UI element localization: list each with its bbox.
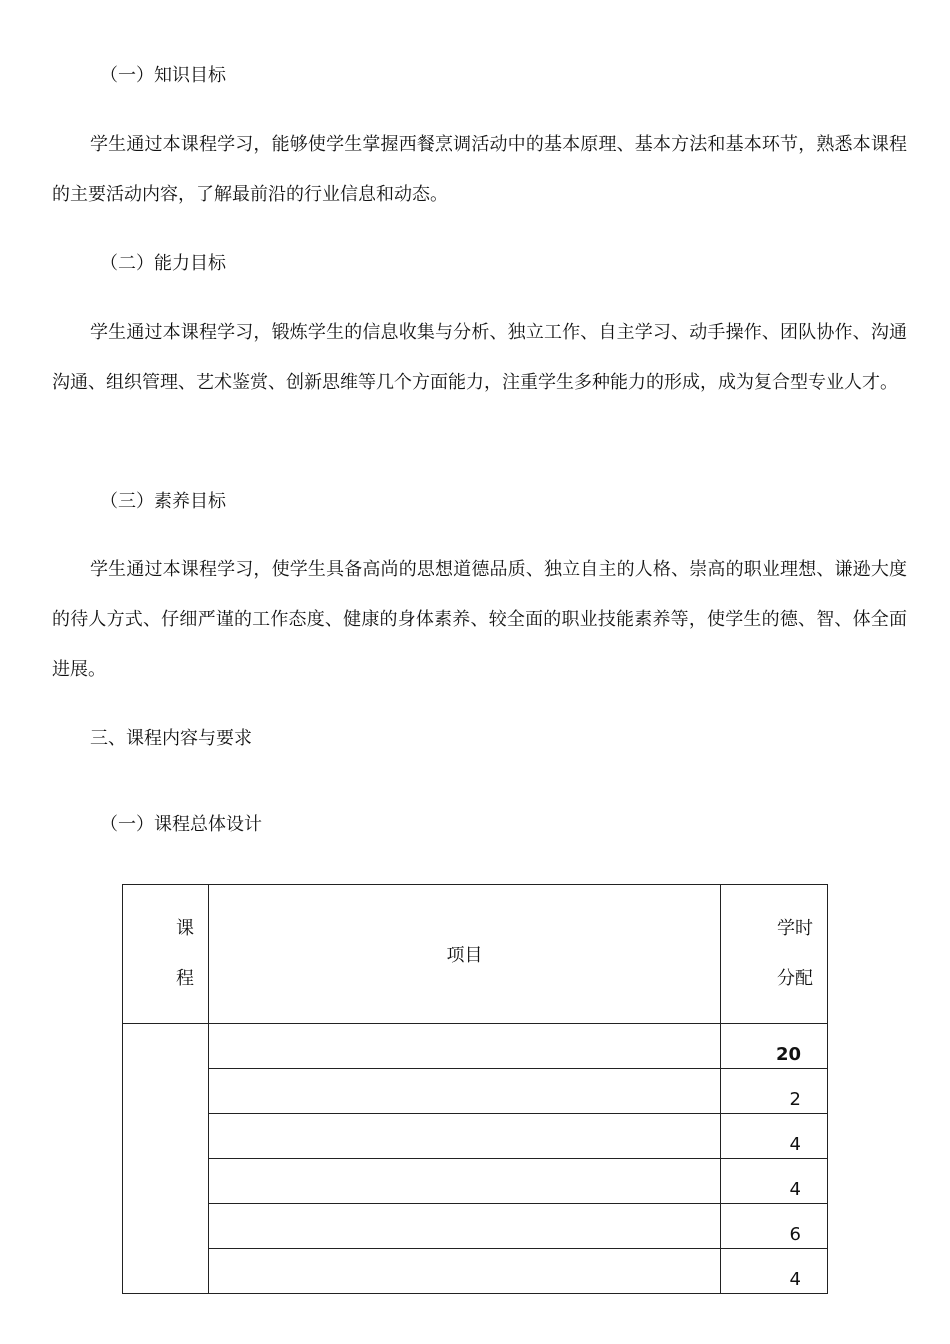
header-hours-line1: 学时	[777, 918, 813, 939]
hours-cell: 4	[721, 1114, 828, 1159]
table-header-row	[123, 885, 828, 1024]
quality-heading: （三）素养目标	[100, 491, 226, 512]
header-course-cell	[123, 885, 209, 1024]
ability-heading: （二）能力目标	[100, 253, 226, 274]
hours-cell: 4	[721, 1249, 828, 1294]
knowledge-paragraph: 学生通过本课程学习，能够使学生掌握西餐烹调活动中的基本原理、基本方法和基本环节，熟悉本课程的主要活动内容，了解最前沿的行业信息和动态。	[52, 134, 907, 205]
knowledge-heading: （一）知识目标	[100, 65, 226, 86]
hours-cell: 4	[721, 1159, 828, 1204]
header-item-label: 项目	[446, 945, 483, 966]
item-cell	[209, 1249, 721, 1294]
item-cell	[209, 1159, 721, 1204]
design-heading: （一）课程总体设计	[100, 814, 262, 835]
item-cell	[209, 1069, 721, 1114]
hours-cell: 2	[721, 1069, 828, 1114]
hours-cell: 6	[721, 1204, 828, 1249]
hours-cell: 20	[721, 1024, 828, 1069]
item-cell	[209, 1114, 721, 1159]
header-course-line2: 程	[176, 968, 194, 989]
header-hours-line2: 分配	[777, 968, 813, 989]
table-row	[123, 1204, 828, 1249]
table-row	[123, 1024, 828, 1069]
quality-paragraph: 学生通过本课程学习，使学生具备高尚的思想道德品质、独立自主的人格、崇高的职业理想、谦逊大度的待人方式、仔细严谨的工作态度、健康的身体素养、较全面的职业技能素养等，使学生的德、智、体全面进展。	[52, 559, 907, 680]
header-item-cell	[209, 885, 721, 1024]
header-hours-cell	[721, 885, 828, 1024]
item-cell	[209, 1204, 721, 1249]
table-row	[123, 1114, 828, 1159]
item-cell	[209, 1024, 721, 1069]
table-row	[123, 1069, 828, 1114]
ability-paragraph: 学生通过本课程学习，锻炼学生的信息收集与分析、独立工作、自主学习、动手操作、团队协作、沟通沟通、组织管理、艺术鉴赏、创新思维等几个方面能力，注重学生多种能力的形成，成为复合型专业人才。	[52, 322, 907, 393]
table-row	[123, 1249, 828, 1294]
course-merged-cell	[123, 1024, 209, 1294]
header-course-line1: 课	[176, 918, 194, 939]
course-design-table	[122, 884, 828, 1294]
table-row	[123, 1159, 828, 1204]
content-heading: 三、课程内容与要求	[90, 728, 252, 749]
